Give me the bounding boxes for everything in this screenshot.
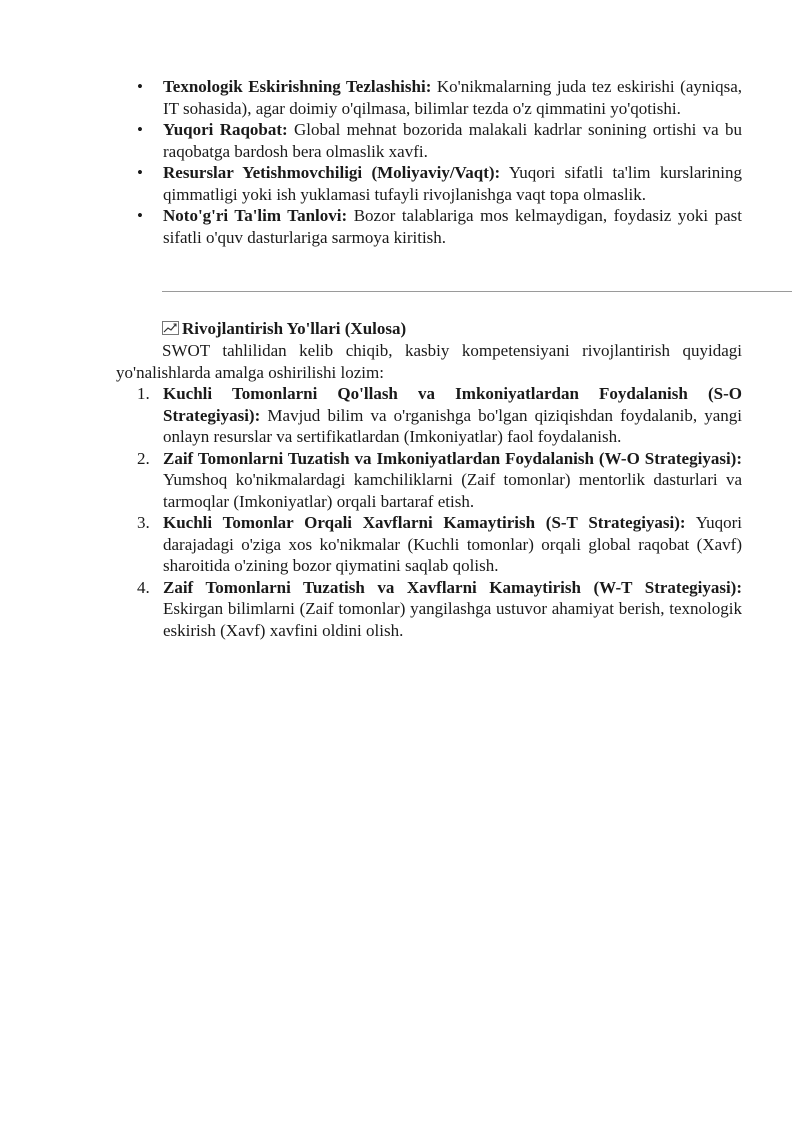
strategy-title: Zaif Tomonlarni Tuzatish va Xavflarni Kamaytirish (W-T Strategiyasi): [163, 577, 742, 597]
horizontal-divider [162, 291, 792, 292]
list-item [116, 577, 742, 642]
strategy-title: Kuchli Tomonlarni Qo'llash va Imkoniyatlardan Foydalanish (S-O Strategiyasi): [163, 384, 742, 425]
strategy-title: Zaif Tomonlarni Tuzatish va Imkoniyatlardan Foydalanish (W-O Strategiyasi): [163, 448, 742, 468]
strategy-title: Kuchli Tomonlar Orqali Xavflarni Kamaytirish (S-T Strategiyasi): [163, 513, 686, 532]
bullet-text: Bozor talablariga mos kelmaydigan, foydasiz yoki past sifatli o'quv dasturlariga sarmoya kiritish. [163, 206, 743, 247]
strategy-text: Yuqori darajadagi o'ziga xos ko'nikmalar (Kuchli tomonlar) orqali global raqobat (Xavf) sharoitida o'zining bozor qiymatini saqlab qolish. [163, 513, 742, 575]
list-item [116, 76, 742, 119]
strategy-text: Mavjud bilim va o'rganishga bo'lgan qiziqishdan foydalanib, yangi onlayn resurslar va sertifikatlardan (Imkoniyatlar) faol foydalanish. [163, 405, 743, 446]
item-number: 3. [137, 513, 150, 532]
bullet-title: Noto'g'ri Ta'lim Tanlovi: [163, 206, 348, 225]
bullet-title: Texnologik Eskirishning Tezlashishi: [163, 77, 432, 96]
bullet-marker: • [137, 163, 143, 182]
list-item [116, 162, 742, 205]
bullet-marker: • [137, 120, 143, 139]
strategy-text: Eskirgan bilimlarni (Zaif tomonlar) yangilashga ustuvor ahamiyat berish, texnologik eskirish (Xavf) xavfini oldini olish. [163, 599, 742, 640]
bullet-text: Global mehnat bozorida malakali kadrlar sonining ortishi va bu raqobatga bardosh bera olmaslik xavfi. [163, 120, 743, 161]
item-number: 1. [137, 384, 150, 403]
bullet-marker: • [137, 77, 143, 96]
section-heading [162, 318, 406, 339]
strategy-text: Yumshoq ko'nikmalardagi kamchiliklarni (Zaif tomonlar) mentorlik dasturlari va tarmoqlar (Imkoniyatlar) orqali bartaraf etish. [163, 470, 742, 511]
strategies-list [116, 383, 742, 641]
bullet-text: Ko'nikmalarning juda tez eskirishi (ayniqsa, IT sohasida), agar doimiy o'qilmasa, bilimlar tezda o'z qimmatini yo'qotishi. [163, 77, 743, 118]
bullet-text: Yuqori sifatli ta'lim kurslarining qimmatligi yoki ish yuklamasi tufayli rivojlanishga vaqt topa olmaslik. [163, 163, 742, 204]
section-intro: SWOT tahlilidan kelib chiqib, kasbiy kompetensiyani rivojlantirish quyidagi yo'nalishlarda amalga oshirilishi lozim: [116, 341, 742, 382]
section-title-text: Rivojlantirish Yo'llari (Xulosa) [182, 319, 407, 338]
list-item [116, 448, 742, 513]
item-number: 2. [137, 448, 150, 468]
list-item [116, 119, 742, 162]
bullet-title: Yuqori Raqobat: [163, 120, 288, 139]
list-item [116, 383, 742, 448]
list-item [116, 512, 742, 577]
bullet-marker: • [137, 206, 143, 225]
list-item [116, 205, 742, 248]
chart-increasing-icon [162, 321, 179, 335]
threats-bullet-list [116, 76, 742, 248]
item-number: 4. [137, 577, 150, 597]
bullet-title: Resurslar Yetishmovchiligi (Moliyaviy/Vaqt): [163, 163, 501, 182]
